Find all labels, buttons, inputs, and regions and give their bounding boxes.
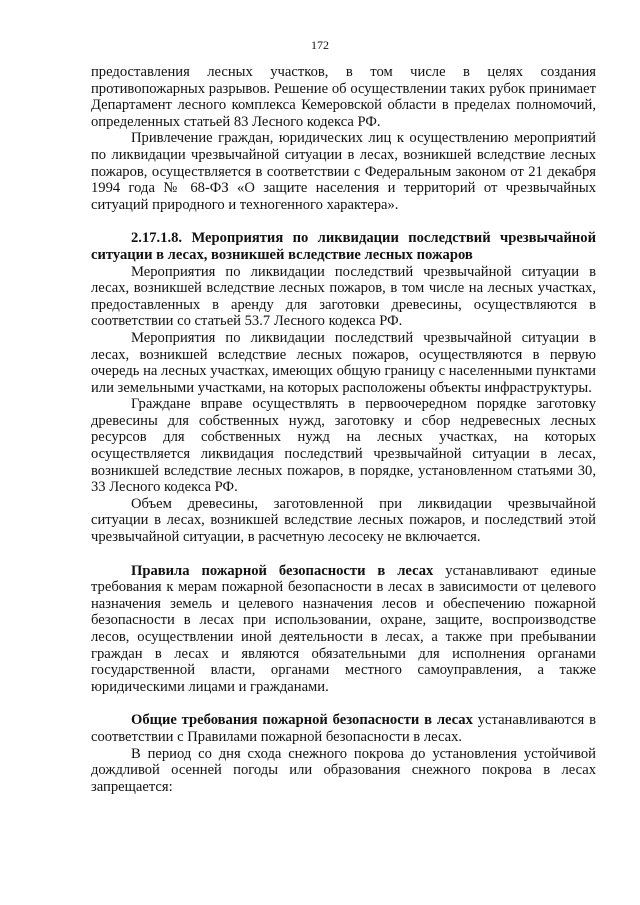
paragraph-citizens-harvesting: Граждане вправе осуществлять в первоочередном порядке заготовку древесины для собственных нужд, заготовку и сбор недревесных лесных ресурсов для собственных нужд на лесных участках, на которых осуществляется ликвидация последствий чрезвычайной ситуации в лесах, возникшей вследствие лесных пожаров, в порядке, установленном статьями 30, 33 Лесного кодекса РФ. [91, 396, 596, 496]
paragraph-wood-volume: Объем древесины, заготовленной при ликвидации чрезвычайной ситуации в лесах, возникшей вследствие лесных пожаров, и последствий этой чрезвычайной ситуации, в расчетную лесосеку не включается. [91, 495, 596, 546]
paragraph-priority-areas: Мероприятия по ликвидации последствий чрезвычайной ситуации в лесах, возникшей вследствие лесных пожаров, осуществляются в первую очередь на лесных участках, имеющих общую границу с населенными пунктами или земельными участками, на которых расположены объекты инфраструктуры. [91, 329, 596, 396]
section-heading-2-17-1-8: 2.17.1.8. Мероприятия по ликвидации последствий чрезвычайной ситуации в лесах, возникшей вследствие лесных пожаров [91, 230, 596, 263]
general-requirements-text: устанавливаются в соответствии с Правилами пожарной безопасности в лесах. [91, 712, 596, 745]
general-requirements-term: Общие требования пожарной безопасности в лесах [131, 712, 473, 729]
paragraph-general-requirements [91, 712, 596, 745]
paragraph-prohibited-period: В период со дня схода снежного покрова до установления устойчивой дождливой осенней погоды или образования снежного покрова в лесах запрещается: [91, 745, 596, 795]
paragraph-liquidation-measures: Мероприятия по ликвидации последствий чрезвычайной ситуации в лесах, возникшей вследствие лесных пожаров, в том числе на лесных участках, предоставленных в аренду для заготовки древесины, осуществляются в соответствии со статьей 53.7 Лесного кодекса РФ. [91, 263, 596, 330]
fire-safety-rules-term: Правила пожарной безопасности в лесах [131, 562, 434, 579]
page-number: 172 [311, 38, 329, 52]
page-content [91, 64, 596, 795]
section-gap [91, 695, 596, 712]
section-gap [91, 213, 596, 230]
paragraph-citizen-involvement: Привлечение граждан, юридических лиц к осуществлению мероприятий по ликвидации чрезвычайной ситуации в лесах, возникшей вследствие лесных пожаров, осуществляется в соответствии с Федеральным законом от 21 декабря 1994 года № 68-ФЗ «О защите населения и территорий от чрезвычайных ситуаций природного и техногенного характера». [91, 130, 596, 213]
fire-safety-rules-text: устанавливают единые требования к мерам пожарной безопасности в лесах в зависимости от целевого назначения земель и целевого назначения лесов и обеспечению пожарной безопасности в лесах при использовании, охране, защите, воспроизводстве лесов, осуществлении иной деятельности в лесах, а также при пребывании граждан в лесах и являются обязательными для исполнения органами государственной власти, органами местного самоуправления, а также юридическими лицами и гражданами. [91, 562, 596, 695]
paragraph-continuation: предоставления лесных участков, в том числе в целях создания противопожарных разрывов. Решение об осуществлении таких рубок принимает Департамент лесного комплекса Кемеровской области в пределах полномочий, определенных статьей 83 Лесного кодекса РФ. [91, 64, 596, 130]
section-gap [91, 546, 596, 563]
paragraph-fire-safety-rules [91, 563, 596, 696]
